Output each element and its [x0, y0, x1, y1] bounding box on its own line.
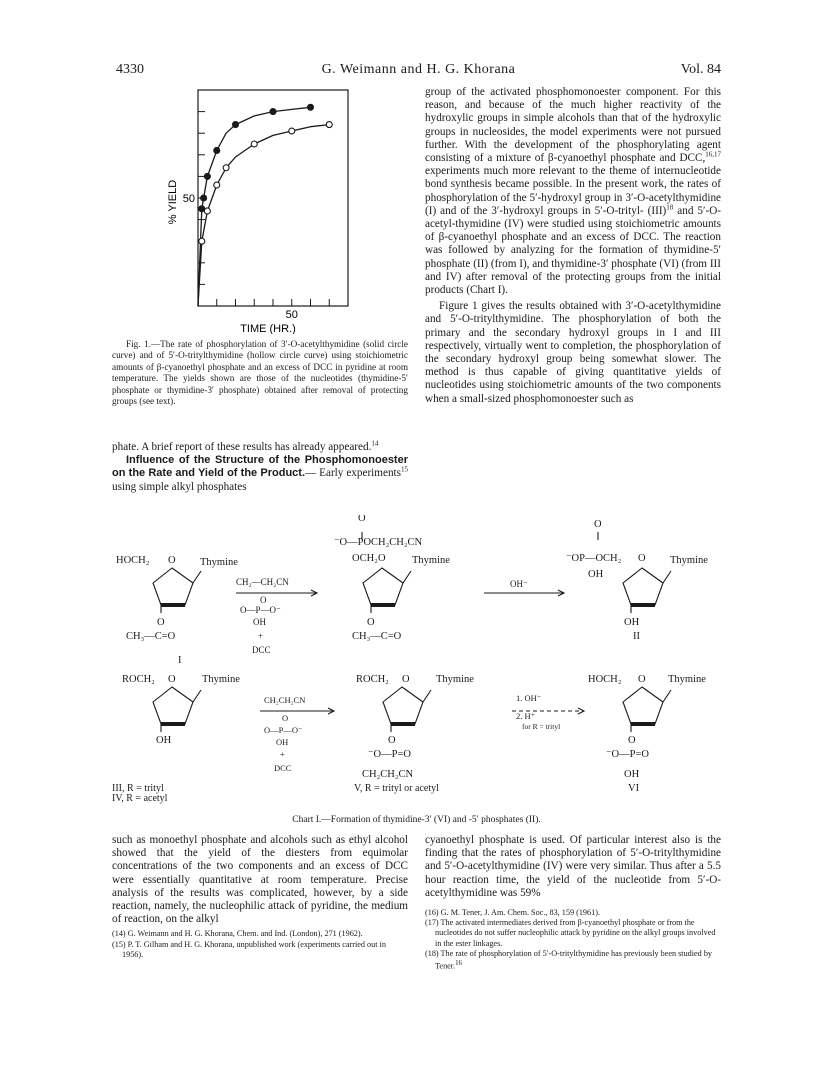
solid-data-point [201, 195, 207, 201]
footnote-17: (17) The activated intermediates derived from β-cyanoethyl phosphate or from the nucleotides do not suffer nucleophilic attack by pyridine on the alkyl groups involved in the ester linkages. [425, 918, 716, 948]
footnote-15: (15) P. T. Gilham and H. G. Khorana, unpublished work (experiments carried out in 1956). [112, 939, 386, 959]
x-tick-label: 50 [285, 309, 298, 321]
V-3-O: O [388, 735, 396, 746]
VI-ring-O: O [638, 674, 646, 685]
page-header [116, 62, 721, 80]
footnote-14: (14) G. Weimann and H. G. Khorana, Chem. and Ind. (London), 271 (1962). [112, 929, 363, 939]
compound-III-label: III, R = trityl [112, 783, 164, 794]
step-2: 2. H⁺ [516, 711, 536, 721]
mid-3-O: O [367, 617, 375, 628]
x-axis-ticks [217, 299, 330, 306]
volume-number: Vol. 84 [680, 62, 721, 77]
bond-II-base [663, 571, 671, 583]
series-line-1 [198, 107, 311, 306]
bottom-left-column [112, 834, 408, 960]
figure-caption-text: Fig. 1.—The rate of phosphorylation of 3′-O-acetylthymidine (solid circle curve) and of 5′-O-tritylthymidine (hollow circle curve) using stoichiometric amounts of β-cyanoethyl phosphate and an excess of DCC in pyridine at room temperature. The yields shown are those of the nucleotides (thymidine-5′ phosphate or thymidine-3′ phosphate) obtained after removal of protecting groups (see text). [112, 339, 408, 407]
bottom-left-paragraph: such as monoethyl phosphate and alcohols such as ethyl alcohol showed that the yield of the diesters from equimolar concentrations of the two components and an excess of DCC were essentially quantitative at room temperature. Precise analysis of the results was complicated, however, by a side reaction, namely, the nucleophilic attack of pyridine, the medium of reaction, on the alkyl [112, 834, 408, 926]
hollow-data-point [251, 141, 257, 147]
solid-data-point [308, 104, 314, 110]
reagent-2-OH: OH [276, 737, 289, 747]
bond-mid-base [403, 571, 411, 583]
VI-phosphate: ⁻O—P=O [606, 749, 649, 760]
III-ring-O: O [168, 674, 176, 685]
left-paragraph-2: Early experiments [319, 467, 401, 480]
reagent-1-O: O [260, 595, 267, 605]
I-ring-O: O [168, 555, 176, 566]
III-thymine: Thymine [202, 674, 240, 685]
hollow-data-point [223, 165, 229, 171]
hollow-data-point [199, 238, 205, 244]
heading-dash: — [305, 467, 317, 480]
mid-ring-O: O [378, 553, 386, 564]
right-paragraph-1-cont: experiments much more relevant to the theme of internucleotide bond synthesis became possible. In the present work, the rates of phosphorylation of the 5′-hydroxyl group in 3′-O-acetylthymidine (I) and of the 3′-hydroxyl groups in 5′-O-trityl- (III) [425, 165, 721, 217]
compound-IV-label: IV, R = acetyl [112, 793, 168, 804]
mid-phosphate: ⁻O—POCH₂CH₂CN [334, 537, 423, 548]
bond-III-base [193, 690, 201, 702]
right-paragraph-1-end: and 5′-O-acetyl-thymidine (IV) were studied using stoichiometric amounts of β-cyanoethyl phosphate and an excess of DCC. The reaction was followed by analyzing for the formation of thymidine-5′ phosphate (II) (from I), and thymidine-3′ phosphate (VI) (from III and IV) after removal of the protecting groups from the initial products (Chart I). [425, 204, 721, 297]
compound-II-label: II [633, 631, 640, 642]
y-tick-label: 50 [182, 193, 195, 205]
solid-data-point [233, 122, 239, 128]
oh-reagent: OH⁻ [510, 579, 528, 589]
ref-16-17: 16,17 [705, 150, 721, 159]
I-5-label: HOCH₂ [116, 555, 150, 566]
bond-VI-base [663, 690, 671, 702]
V-thymine: Thymine [436, 674, 474, 685]
footnotes-left [112, 929, 408, 960]
reagent-1-top: CH₂—CH₂CN [236, 577, 289, 587]
compound-V-label: V, R = trityl or acetyl [354, 783, 439, 794]
II-thymine: Thymine [670, 555, 708, 566]
II-OH-left: OH [588, 569, 604, 580]
III-3-OH: OH [156, 735, 172, 746]
bond-I-base [193, 571, 201, 583]
II-ring-O: O [638, 553, 646, 564]
V-cyanoethyl: CH₂CH₂CN [362, 769, 414, 780]
running-title: G. Weimann and H. G. Khorana [321, 62, 516, 77]
reagent-2-P: O—P—O⁻ [264, 725, 303, 735]
x-axis-label: TIME (HR.) [240, 323, 296, 334]
solid-data-point [214, 147, 220, 153]
reagent-1-plus: + [258, 631, 264, 641]
hollow-data-point [289, 128, 295, 134]
compound-I-label: I [178, 655, 182, 666]
reagent-2-top: CH₂CH₂CN [264, 695, 306, 705]
ring-III [153, 687, 193, 724]
footnote-18: (18) The rate of phosphorylation of 5′-O-tritylthymidine has previously been studied by Tener. [425, 948, 713, 971]
footnote-16: (16) G. M. Tener, J. Am. Chem. Soc., 83, 159 (1961). [425, 908, 600, 918]
VI-thymine: Thymine [668, 674, 706, 685]
bottom-right-paragraph: cyanoethyl phosphate is used. Of particular interest also is the finding that the rates of phosphorylation of 5′-O-tritylthymidine and 5′-O-acetylthymidine (IV) were very similar. Thus after a 5.5 hour reaction time, the yield of the nucleotide from 5′-O-acetylthymidine was 59% [425, 834, 721, 899]
mid-3-label: CH₃—C=O [352, 631, 402, 642]
VI-3-O: O [628, 735, 636, 746]
ref-18: 18 [666, 203, 674, 212]
y-axis-label: % YIELD [167, 179, 179, 225]
right-column [425, 86, 721, 406]
figure-caption [112, 339, 408, 407]
reagent-2-O: O [282, 713, 289, 723]
ref-14: 14 [371, 439, 379, 448]
solid-data-point [204, 173, 210, 179]
right-paragraph-2: Figure 1 gives the results obtained with 3′-O-acetylthymidine and 5′-O-tritylthymidine. The phosphorylation of both the primary and the secondary hydroxyl groups in I and III respectively, virtually went to completion, the phosphorylation of the secondary hydroxyl group being somewhat slower. The method is thus capable of giving quantitative yields of nucleotides using stoichiometric amounts of the two components when a small-sized phosphomonoester such as [425, 300, 721, 405]
data-series [198, 104, 332, 306]
bottom-right-column [425, 834, 721, 972]
left-column [112, 441, 408, 494]
scheme-caption: Chart I.—Formation of thymidine-3′ (VI) and -5′ phosphates (II). [292, 815, 541, 825]
footnote-18-ref: 16 [455, 960, 462, 968]
solid-data-point [270, 109, 276, 115]
hollow-data-point [204, 208, 210, 214]
II-phosphate: ⁻OP—OCH₂ [566, 553, 622, 564]
hollow-data-point [214, 182, 220, 188]
bond-V-base [423, 690, 431, 702]
mid-5-label: OCH₂ [352, 553, 378, 564]
figure-1-chart [150, 84, 390, 334]
section-heading: Influence of the Structure of the Phosphomonoester on the Rate and Yield of the Product. [112, 454, 408, 480]
I-3-label: CH₃—C=O [126, 631, 176, 642]
mid-O-top: O [358, 515, 366, 524]
step-1: 1. OH⁻ [516, 693, 542, 703]
page-number: 4330 [116, 62, 144, 77]
left-paragraph-1: phate. A brief report of these results has already appeared. [112, 441, 372, 453]
ring-VI [623, 687, 663, 724]
right-paragraph-1: group of the activated phosphomonoester component. For this reason, and because of the much higher reactivity of the hydroxylic groups in simple alcohols than that of the hydroxylic groups in nucleosides, the model experiments were not pursued further. With the development of the phosphorylating agent consisting of a mixture of β-cyanoethyl phosphate and DCC, [425, 86, 721, 165]
reagent-1-P: O—P—O⁻ [240, 605, 281, 615]
reagent-1-OH: OH [253, 617, 266, 627]
V-ring-O: O [402, 674, 410, 685]
reagent-1-dcc: DCC [252, 645, 271, 655]
step-3: for R = trityl [522, 722, 561, 731]
hollow-data-point [326, 122, 332, 128]
VI-OH: OH [624, 769, 640, 780]
II-3-OH: OH [624, 617, 640, 628]
ring-I [153, 568, 193, 605]
plot-frame [198, 90, 348, 306]
I-thymine: Thymine [200, 557, 238, 568]
I-3-O: O [157, 617, 165, 628]
III-5-label: ROCH₂ [122, 674, 155, 685]
II-O-top: O [594, 519, 602, 530]
chart-I-scheme [112, 515, 724, 813]
ring-II [623, 568, 663, 605]
VI-5-label: HOCH₂ [588, 674, 622, 685]
footnotes-right [425, 908, 721, 972]
mid-thymine: Thymine [412, 555, 450, 566]
reagent-2-dcc: DCC [274, 763, 292, 773]
left-paragraph-2-rest: using simple alkyl phosphates [112, 480, 247, 493]
ring-V [383, 687, 423, 724]
V-phosphate: ⁻O—P=O [368, 749, 411, 760]
reagent-2-plus: + [280, 749, 285, 759]
compound-VI-label: VI [628, 783, 640, 794]
ring-mid [363, 568, 403, 605]
V-5-label: ROCH₂ [356, 674, 389, 685]
ref-15: 15 [401, 465, 408, 474]
